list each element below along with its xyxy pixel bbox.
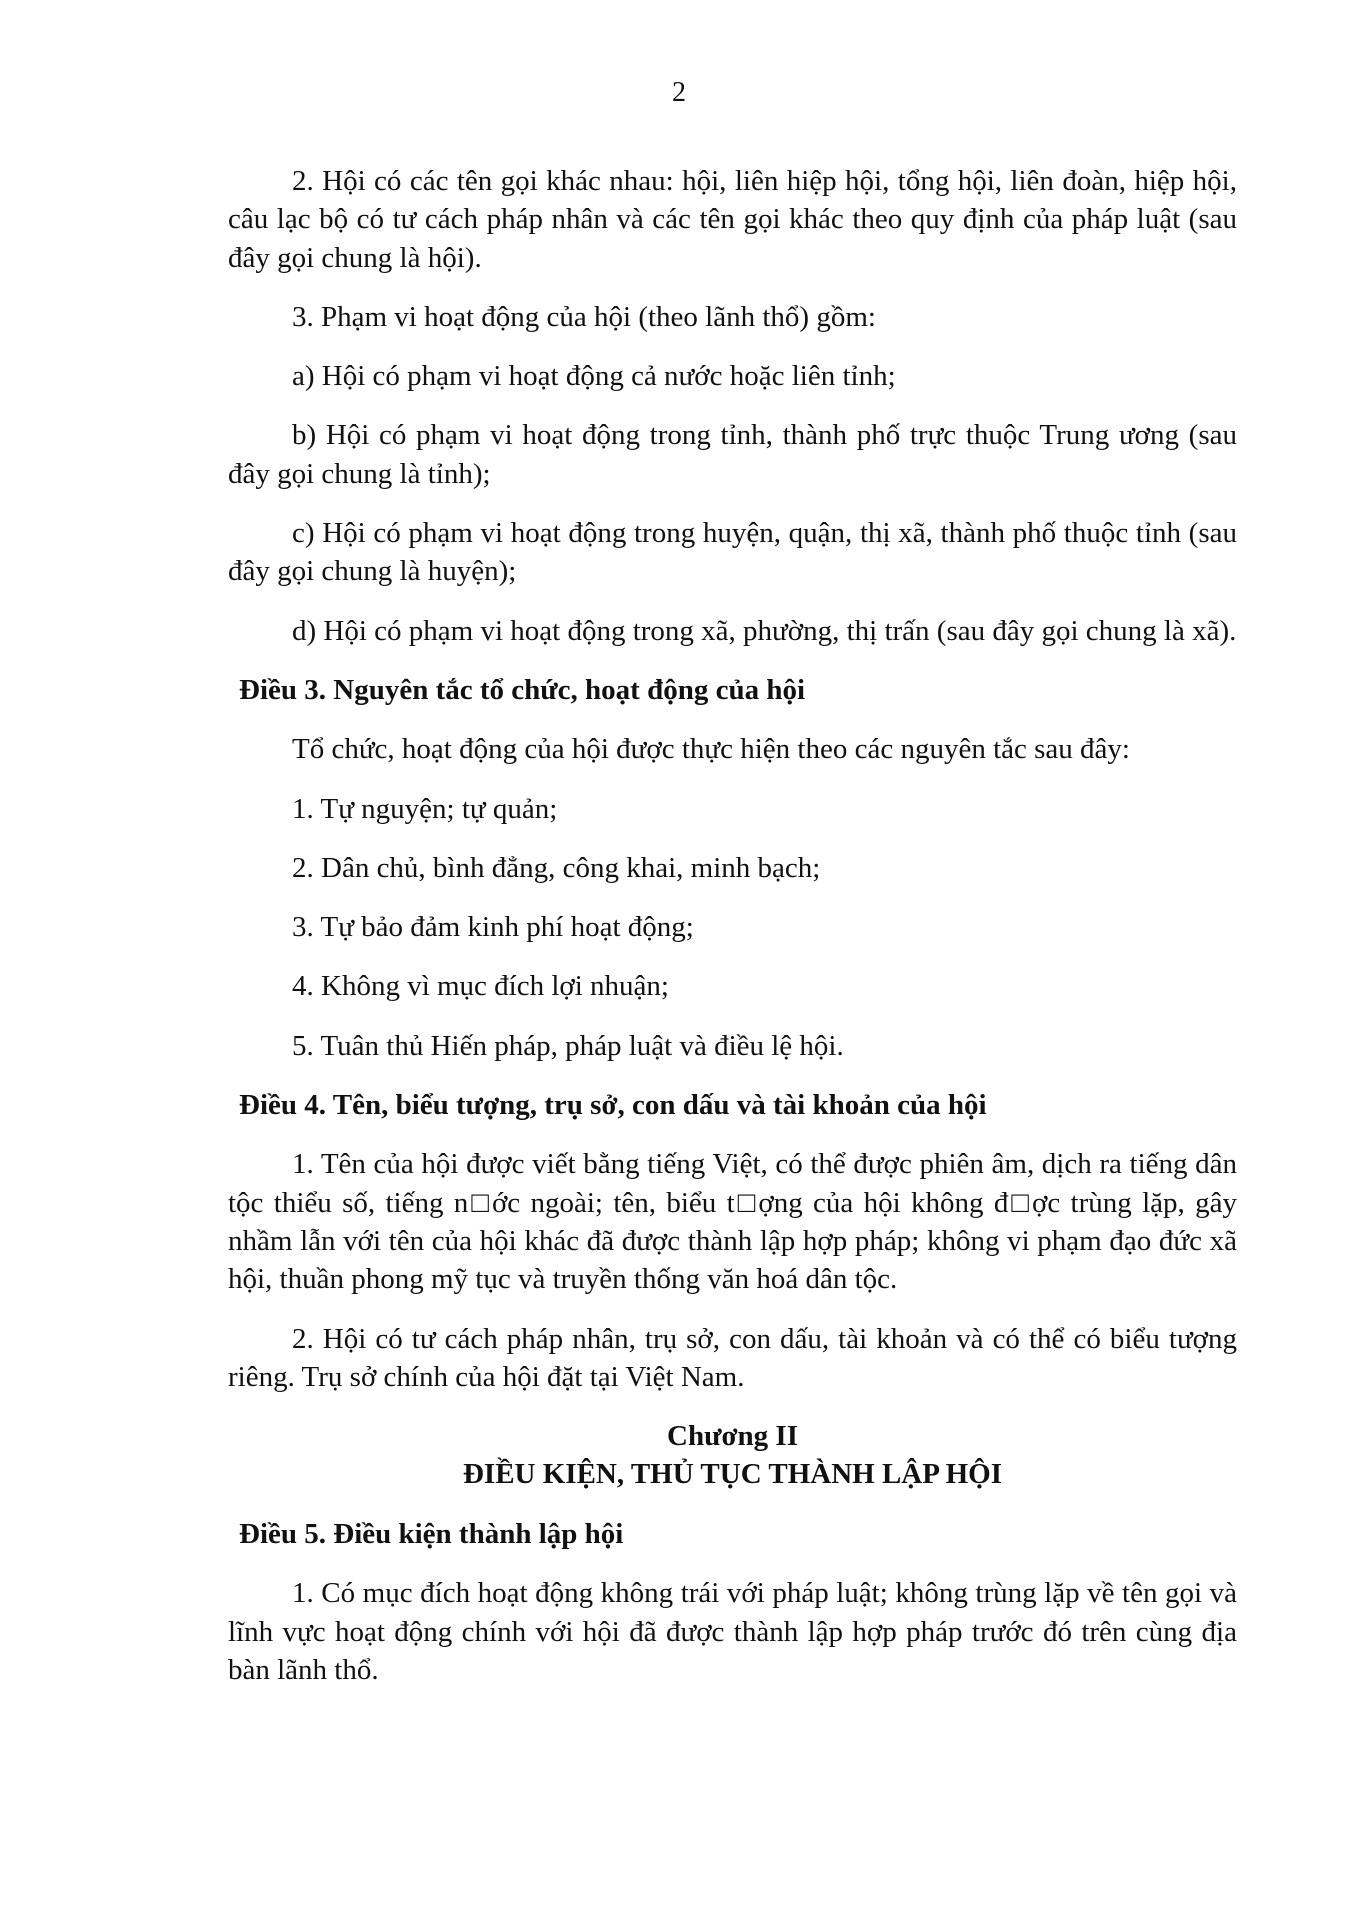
paragraph-scope: 3. Phạm vi hoạt động của hội (theo lãnh thổ) gồm: — [292, 300, 876, 333]
paragraph-scope-a: a) Hội có phạm vi hoạt động cả nước hoặc liên tỉnh; — [292, 360, 896, 393]
paragraph-association-name: 1. Tên của hội được viết bằng tiếng Việt, có thể được phiên âm, dịch ra tiếng dân tộc thiểu số, tiếng n□ớc ngoài; tên, biểu t□ợng của hội không đ□ợc trùng lặp, gây nhầm lẫn với tên của hội khác đã được thành lập hợp pháp; không vi phạm đạo đức xã hội, thuần phong mỹ tục và truyền thống văn hoá dân tộc. — [228, 1148, 1237, 1296]
principle-4: 4. Không vì mục đích lợi nhuận; — [292, 970, 669, 1003]
paragraph-legal-entity: 2. Hội có tư cách pháp nhân, trụ sở, con dấu, tài khoản và có thể có biểu tượng riêng. Trụ sở chính của hội đặt tại Việt Nam. — [228, 1322, 1237, 1393]
paragraph-names: 2. Hội có các tên gọi khác nhau: hội, liên hiệp hội, tổng hội, liên đoàn, hiệp hội, câu lạc bộ có tư cách pháp nhân và các tên gọi khác theo quy định của pháp luật (sau đây gọi chung là hội). — [228, 165, 1237, 274]
chapter-heading — [228, 1417, 1237, 1493]
chapter-label: Chương II — [667, 1420, 798, 1453]
paragraph-scope-d: d) Hội có phạm vi hoạt động trong xã, phường, thị trấn (sau đây gọi chung là xã). — [292, 614, 1237, 647]
paragraph-principles-intro: Tổ chức, hoạt động của hội được thực hiện theo các nguyên tắc sau đây: — [292, 733, 1130, 766]
page-number: 2 — [672, 77, 686, 108]
paragraph-scope-b: b) Hội có phạm vi hoạt động trong tỉnh, thành phố trực thuộc Trung ương (sau đây gọi chung là tỉnh); — [228, 419, 1237, 490]
article-3-heading: Điều 3. Nguyên tắc tổ chức, hoạt động của hội — [239, 673, 806, 706]
paragraph-conditions-1: 1. Có mục đích hoạt động không trái với pháp luật; không trùng lặp về tên gọi và lĩnh vực hoạt động chính với hội đã được thành lập hợp pháp trước đó trên cùng địa bàn lãnh thổ. — [228, 1577, 1237, 1687]
article-5-heading: Điều 5. Điều kiện thành lập hội — [239, 1518, 624, 1551]
principle-3: 3. Tự bảo đảm kinh phí hoạt động; — [292, 911, 694, 944]
chapter-title: ĐIỀU KIỆN, THỦ TỤC THÀNH LẬP HỘI — [462, 1458, 1003, 1491]
principle-2: 2. Dân chủ, bình đẳng, công khai, minh bạch; — [292, 851, 821, 884]
document-body — [228, 162, 1237, 1710]
article-4-heading: Điều 4. Tên, biểu tượng, trụ sở, con dấu và tài khoản của hội — [239, 1089, 987, 1122]
principle-1: 1. Tự nguyện; tự quản; — [292, 792, 558, 825]
paragraph-scope-c: c) Hội có phạm vi hoạt động trong huyện, quận, thị xã, thành phố thuộc tỉnh (sau đây gọi chung là huyện); — [228, 517, 1237, 588]
principle-5: 5. Tuân thủ Hiến pháp, pháp luật và điều lệ hội. — [292, 1029, 844, 1062]
